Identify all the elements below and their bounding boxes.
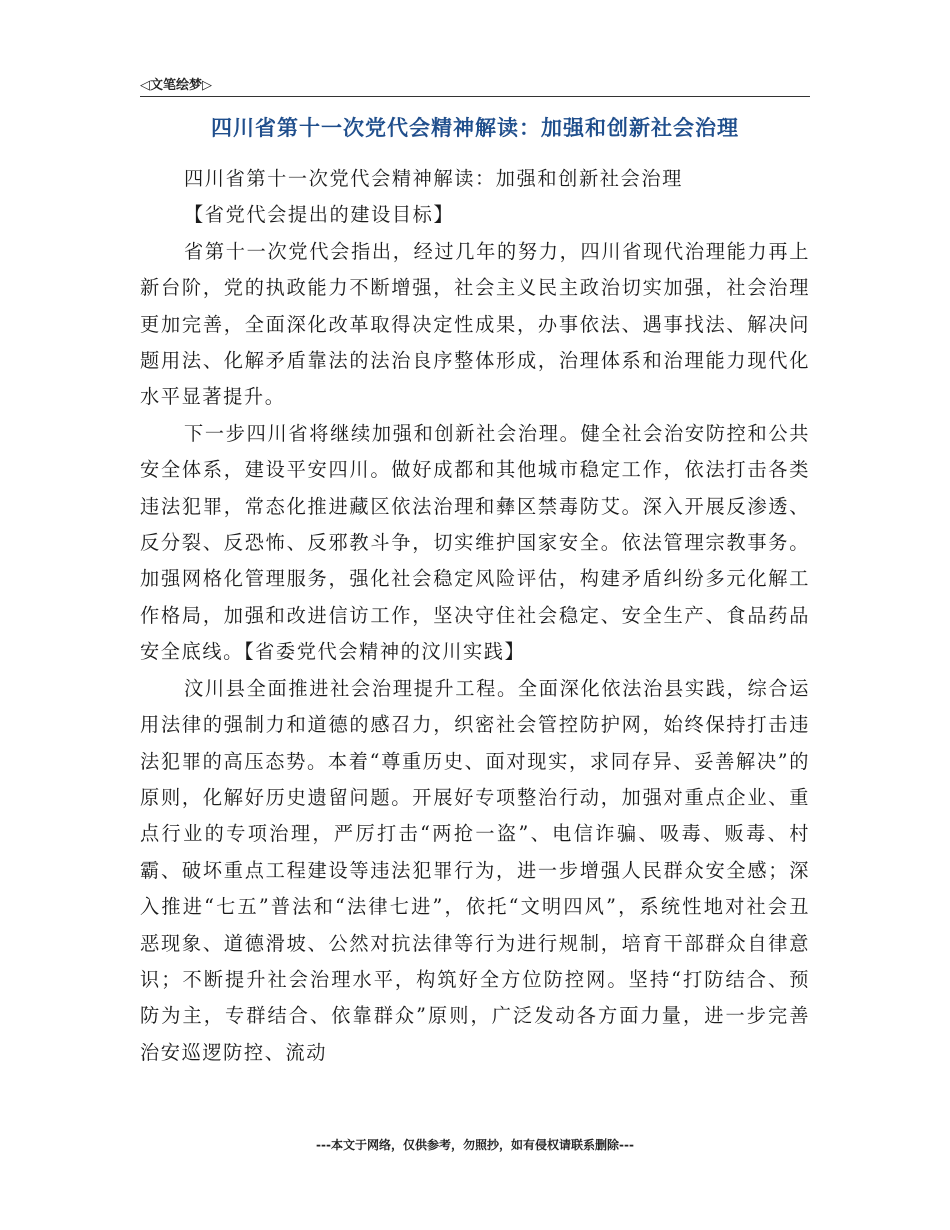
page-footer-notice: ---本文于网络，仅供参考，勿照抄，如有侵权请联系删除---: [316, 1138, 634, 1152]
document-title: 四川省第十一次党代会精神解读：加强和创新社会治理: [211, 116, 739, 140]
paragraph: 下一步四川省将继续加强和创新社会治理。健全社会治安防控和公共安全体系，建设平安四川。做好成都和其他城市稳定工作，依法打击各类违法犯罪，常态化推进藏区依法治理和彝区禁毒防艾。深入开展反渗透、反分裂、反恐怖、反邪教斗争，切实维护国家安全。依法管理宗教事务。加强网格化管理服务，强化社会稳定风险评估，构建矛盾纠纷多元化解工作格局，加强和改进信访工作，坚决守住社会稳定、安全生产、食品药品安全底线。【省委党代会精神的汶川实践】: [140, 421, 810, 664]
paragraph: 省第十一次党代会指出，经过几年的努力，四川省现代治理能力再上新台阶，党的执政能力不断增强，社会主义民主政治切实加强，社会治理更加完善，全面深化改革取得决定性成果，办事依法、遇事找法、解决问题用法、化解矛盾靠法的法治良序整体形成，治理体系和治理能力现代化水平显著提升。: [140, 239, 810, 409]
paragraph-subtitle: 四川省第十一次党代会精神解读：加强和创新社会治理: [184, 167, 683, 190]
paragraph: 汶川县全面推进社会治理提升工程。全面深化依法治县实践，综合运用法律的强制力和道德的感召力，织密社会管控防护网，始终保持打击违法犯罪的高压态势。本着“尊重历史、面对现实，求同存异、妥善解决”的原则，化解好历史遗留问题。开展好专项整治行动，加强对重点企业、重点行业的专项治理，严厉打击“两抢一盗”、电信诈骗、吸毒、贩毒、村霸、破坏重点工程建设等违法犯罪行为，进一步增强人民群众安全感；深入推进“七五”普法和“法律七进”，依托“文明四风”，系统性地对社会丑恶现象、道德滑坡、公然对抗法律等行为进行规制，培育干部群众自律意识；不断提升社会治理水平，构筑好全方位防控网。坚持“打防结合、预防为主，专群结合、依靠群众”原则，广泛发动各方面力量，进一步完善治安巡逻防控、流动: [140, 676, 810, 1064]
paragraph-section-heading: 【省党代会提出的建设目标】: [184, 203, 455, 227]
document-body: [140, 161, 810, 1071]
page-header: [140, 72, 810, 97]
header-brand: ◁文笔绘梦▷: [140, 78, 212, 93]
